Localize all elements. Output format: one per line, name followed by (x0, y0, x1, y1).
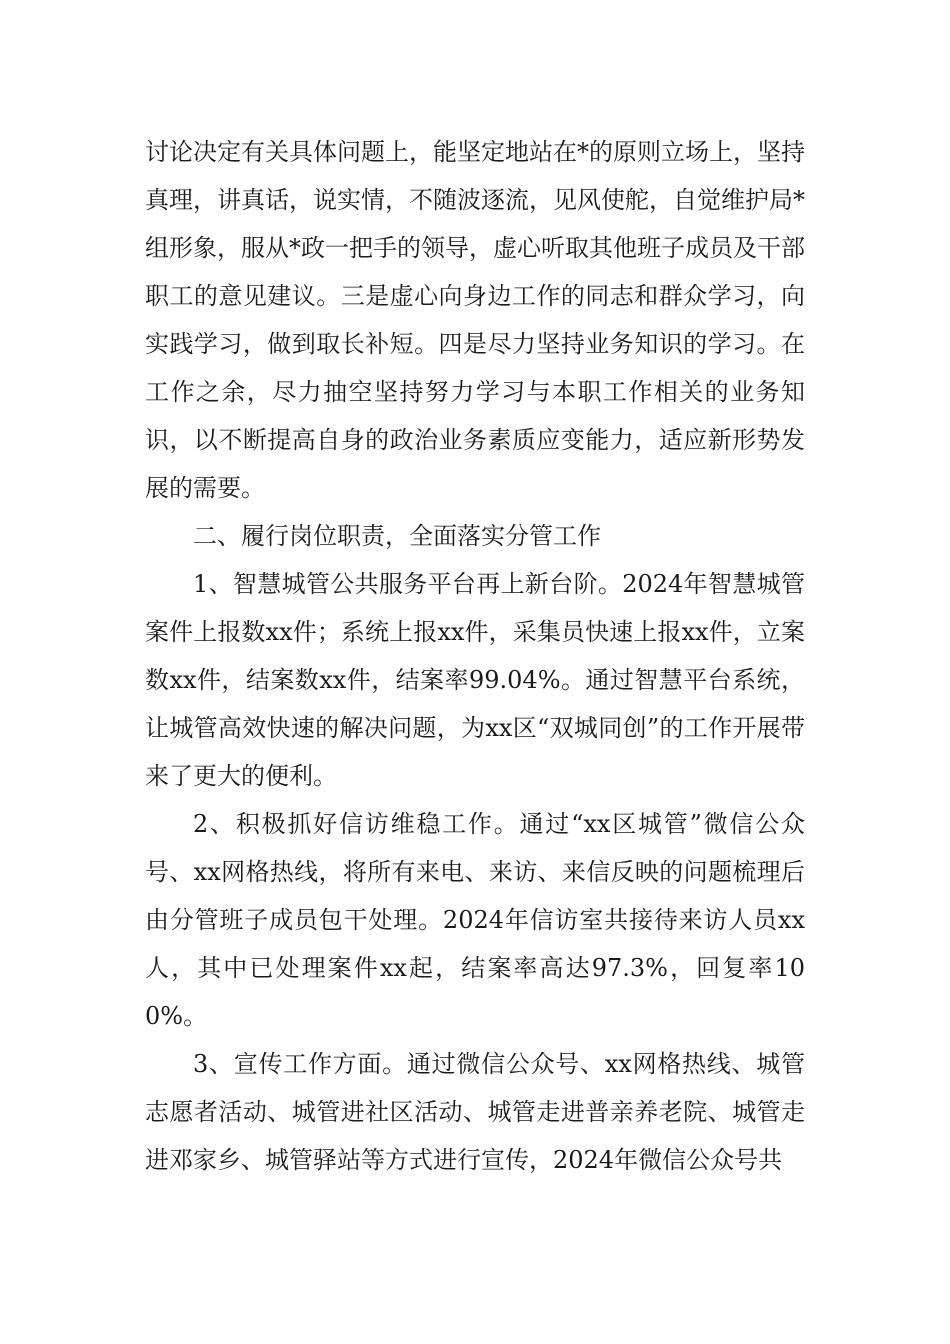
paragraph-item-1: 1、智慧城管公共服务平台再上新台阶。2024年智慧城管案件上报数xx件；系统上报xx件，采集员快速上报xx件，立案数xx件，结案数xx件，结案率99.04%。通过智慧平台系统，让城管高效快速的解决问题，为xx区“双城同创”的工作开展带来了更大的便利。 (145, 570, 805, 790)
paragraph-continuation: 讨论决定有关具体问题上，能坚定地站在*的原则立场上，坚持真理，讲真话，说实情，不随波逐流，见风使舵，自觉维护局*组形象，服从*政一把手的领导，虚心听取其他班子成员及干部职工的意见建议。三是虚心向身边工作的同志和群众学习，向实践学习，做到取长补短。四是尽力坚持业务知识的学习。在工作之余，尽力抽空坚持努力学习与本职工作相关的业务知识，以不断提高自身的政治业务素质应变能力，适应新形势发展的需要。 (145, 138, 805, 502)
document-body (145, 128, 805, 1184)
paragraph-item-2: 2、积极抓好信访维稳工作。通过“xx区城管”微信公众号、xx网格热线，将所有来电、来访、来信反映的问题梳理后由分管班子成员包干处理。2024年信访室共接待来访人员xx人，其中已处理案件xx起，结案率高达97.3%，回复率100%。 (145, 810, 805, 1030)
paragraph-item-3: 3、宣传工作方面。通过微信公众号、xx网格热线、城管志愿者活动、城管进社区活动、城管走进普亲养老院、城管走进邓家乡、城管驿站等方式进行宣传，2024年微信公众号共 (145, 1050, 805, 1174)
section-heading: 二、履行岗位职责，全面落实分管工作 (193, 522, 601, 550)
